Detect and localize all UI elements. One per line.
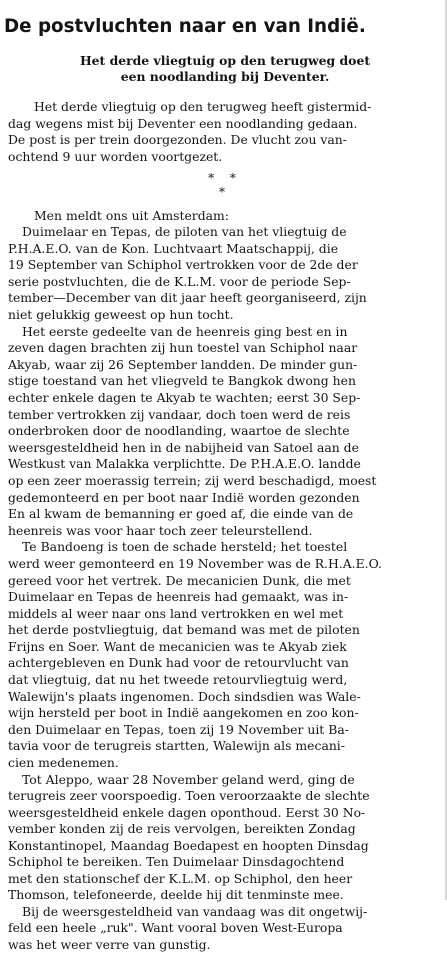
article-line: Het derde vliegtuig op den terugweg heeft gistermid- — [34, 99, 372, 114]
article-line: terugreis zeer voorspoedig. Toen veroorzaakte de slechte — [8, 788, 370, 803]
article-line: Walewijn's plaats ingenomen. Doch sindsdien was Wale- — [8, 689, 361, 704]
article-line: weersgesteldheid enkele dagen oponthoud. Eerst 30 No- — [8, 805, 366, 820]
article-line: niet gelukkig geweest op hun tocht. — [8, 307, 234, 322]
article-line: Men meldt ons uit Amsterdam: — [34, 208, 229, 223]
article-line: tember vertrokken zij vandaar, doch toen werd de reis — [8, 407, 351, 422]
article-line: Het eerste gedeelte van de heenreis ging best en in — [22, 324, 348, 339]
article-line: op een zeer moerassig terrein; zij werd beschadigd, moest — [8, 473, 377, 488]
article-line: weersgesteldheid hen in de nabijheid van Satoel aan de — [8, 440, 359, 455]
article-line: De post is per trein doorgezonden. De vlucht zou van- — [8, 132, 347, 147]
article-line: feld een heele „ruk". Want vooral boven West-Europa — [8, 920, 343, 935]
article-line: met den stationschef der K.L.M. op Schiphol, den heer — [8, 871, 353, 886]
article-line: Westkust van Malakka verplichtte. De P.H.A.E.O. landde — [8, 456, 361, 471]
article-line: Frijns en Soer. Want de mecanicien was te Akyab ziek — [8, 639, 347, 654]
article-line: den Duimelaar en Tepas, toen zij 19 November uit Ba- — [8, 722, 349, 737]
asterism-divider: * * * — [208, 171, 242, 199]
article-line: Bij de weersgesteldheid van vandaag was dit ongetwij- — [22, 904, 368, 919]
article-line: serie postvluchten, die de K.L.M. voor de periode Sep- — [8, 274, 351, 289]
article-line: Akyab, waar zij 26 September landden. De minder gun- — [8, 357, 358, 372]
article-line: gereed voor het vertrek. De mecanicien Dunk, die met — [8, 573, 351, 588]
article-line: echter enkele dagen te Akyab te wachten; eerst 30 Sep- — [8, 390, 361, 405]
article-line: onderbroken door de noodlanding, waartoe de slechte — [8, 423, 350, 438]
article-line: Duimelaar en Tepas, de piloten van het vliegtuig de — [22, 224, 347, 239]
article-line: Te Bandoeng is toen de schade hersteld; het toestel — [22, 539, 348, 554]
article-line: tember—December van dit jaar heeft georganiseerd, zijn — [8, 290, 367, 305]
article-line: Schiphol te bereiken. Ten Duimelaar Dinsdagochtend — [8, 854, 345, 869]
article-line: achtergebleven en Dunk had voor de retourvlucht van — [8, 655, 349, 670]
headline: De postvluchten naar en van Indië. — [4, 16, 366, 37]
article-line: zeven dagen brachten zij hun toestel van Schiphol naar — [8, 340, 358, 355]
article-line: gedemonteerd en per boot naar Indië worden gezonden — [8, 490, 360, 505]
subheadline-line-2: een noodlanding bij Deventer. — [120, 69, 330, 84]
article-line: ochtend 9 uur worden voortgezet. — [8, 149, 223, 164]
article-line: Duimelaar en Tepas de heenreis had gemaakt, was in- — [8, 589, 349, 604]
article-line: En al kwam de bemanning er goed af, die einde van de — [8, 506, 354, 521]
article-line: tavia voor de terugreis startten, Walewijn als mecani- — [8, 738, 345, 753]
article-line: P.H.A.E.O. van de Kon. Luchtvaart Maatschappij, die — [8, 241, 339, 256]
article-line: dag wegens mist bij Deventer een noodlanding gedaan. — [8, 116, 358, 131]
article-line: Thomson, telefoneerde, deelde hij dit tenminste mee. — [8, 887, 344, 902]
article-line: werd weer gemonteerd en 19 November was de R.H.A.E.O. — [8, 556, 382, 571]
article-line: Konstantinopel, Maandag Boedapest en hoopten Dinsdag — [8, 838, 369, 853]
article-line: Tot Aleppo, waar 28 November geland werd, ging de — [22, 772, 355, 787]
article-line: cien medenemen. — [8, 755, 119, 770]
article-line: vember konden zij de reis vervolgen, bereikten Zondag — [8, 821, 356, 836]
article-line: het derde postvliegtuig, dat bemand was met de piloten — [8, 622, 360, 637]
subheadline-line-1: Het derde vliegtuig op den terugweg doet — [79, 53, 371, 68]
article-line: 19 September van Schiphol vertrokken voor de 2de der — [8, 257, 358, 272]
article-line: stige toestand van het vliegveld te Bangkok dwong hen — [8, 373, 356, 388]
article-line: wijn hersteld per boot in Indië aangekomen en zoo kon- — [8, 705, 359, 720]
article-line: was het weer verre van gunstig. — [8, 937, 211, 952]
article-line: dat vliegtuig, dat nu het tweede retourvliegtuig werd, — [8, 672, 348, 687]
article-line: middels al weer naar ons land vertrokken en wel met — [8, 606, 344, 621]
article-line: heenreis was voor haar toch zeer teleurstellend. — [8, 523, 313, 538]
